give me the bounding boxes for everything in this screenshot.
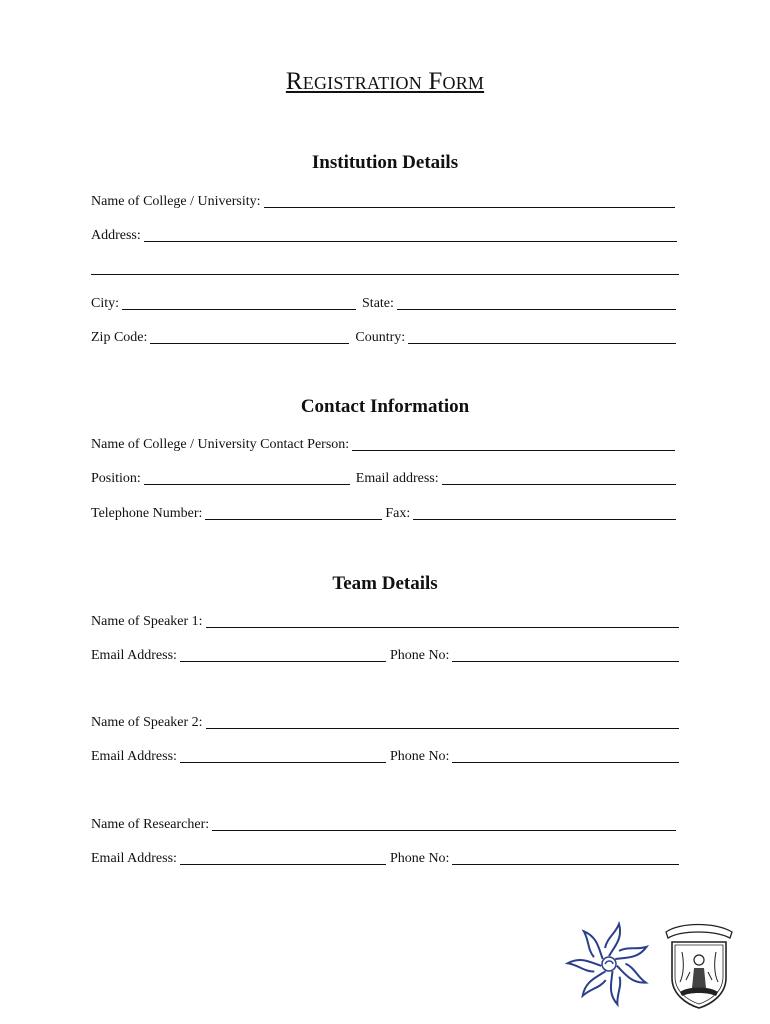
speaker2-name-label: Name of Speaker 2: xyxy=(91,715,203,730)
speaker1-phone-field[interactable] xyxy=(452,647,679,662)
speaker2-name-field[interactable] xyxy=(206,714,679,729)
college-name-field[interactable] xyxy=(264,193,675,208)
address-label: Address: xyxy=(91,228,141,243)
address-row xyxy=(91,226,677,244)
speaker1-email-label: Email Address: xyxy=(91,648,177,663)
zip-code-field[interactable] xyxy=(150,329,349,344)
address-continuation-field[interactable] xyxy=(91,274,679,275)
crest-shield-logo-icon xyxy=(666,925,732,1009)
position-email-row xyxy=(91,469,676,487)
city-state-row xyxy=(91,294,676,312)
college-name-row xyxy=(91,192,675,210)
speaker1-name-label: Name of Speaker 1: xyxy=(91,614,203,629)
speaker1-email-field[interactable] xyxy=(180,647,386,662)
contact-person-field[interactable] xyxy=(352,436,675,451)
contact-email-label: Email address: xyxy=(355,471,439,486)
country-field[interactable] xyxy=(408,329,676,344)
star-swirl-logo-icon xyxy=(565,918,740,1010)
speaker2-email-label: Email Address: xyxy=(91,749,177,764)
speaker2-email-field[interactable] xyxy=(180,748,386,763)
speaker1-phone-label: Phone No: xyxy=(389,648,450,663)
researcher-name-label: Name of Researcher: xyxy=(91,817,210,832)
fax-label: Fax: xyxy=(385,506,411,521)
fax-field[interactable] xyxy=(413,505,676,520)
speaker2-phone-label: Phone No: xyxy=(389,749,450,764)
footer-logos xyxy=(565,918,740,1010)
speaker1-name-field[interactable] xyxy=(206,613,679,628)
telephone-label: Telephone Number: xyxy=(91,506,203,521)
zip-code-label: Zip Code: xyxy=(91,330,148,345)
zip-country-row xyxy=(91,328,676,346)
researcher-name-row xyxy=(91,815,676,833)
state-field[interactable] xyxy=(397,295,676,310)
speaker1-name-row xyxy=(91,612,679,630)
speaker1-contact-row xyxy=(91,646,679,664)
researcher-contact-row xyxy=(91,849,679,867)
contact-email-field[interactable] xyxy=(442,470,676,485)
svg-text:· · · ·: · · · · xyxy=(693,931,705,936)
speaker2-contact-row xyxy=(91,747,679,765)
speaker2-phone-field[interactable] xyxy=(452,748,679,763)
researcher-phone-label: Phone No: xyxy=(389,851,450,866)
researcher-email-field[interactable] xyxy=(180,850,386,865)
form-title: Registration Form xyxy=(285,68,485,95)
college-name-label: Name of College / University: xyxy=(91,194,261,209)
contact-person-row xyxy=(91,435,675,453)
contact-person-label: Name of College / University Contact Person: xyxy=(91,437,350,452)
city-field[interactable] xyxy=(122,295,356,310)
position-field[interactable] xyxy=(144,470,350,485)
position-label: Position: xyxy=(91,471,141,486)
researcher-email-label: Email Address: xyxy=(91,851,177,866)
researcher-phone-field[interactable] xyxy=(452,850,679,865)
state-label: State: xyxy=(362,296,394,311)
institution-details-heading: Institution Details xyxy=(311,152,459,173)
telephone-field[interactable] xyxy=(205,505,382,520)
country-label: Country: xyxy=(355,330,406,345)
team-details-heading: Team Details xyxy=(332,573,438,594)
speaker2-name-row xyxy=(91,713,679,731)
city-label: City: xyxy=(91,296,120,311)
contact-information-heading: Contact Information xyxy=(300,396,470,417)
telephone-fax-row xyxy=(91,504,676,522)
address-field[interactable] xyxy=(144,227,677,242)
researcher-name-field[interactable] xyxy=(212,816,676,831)
